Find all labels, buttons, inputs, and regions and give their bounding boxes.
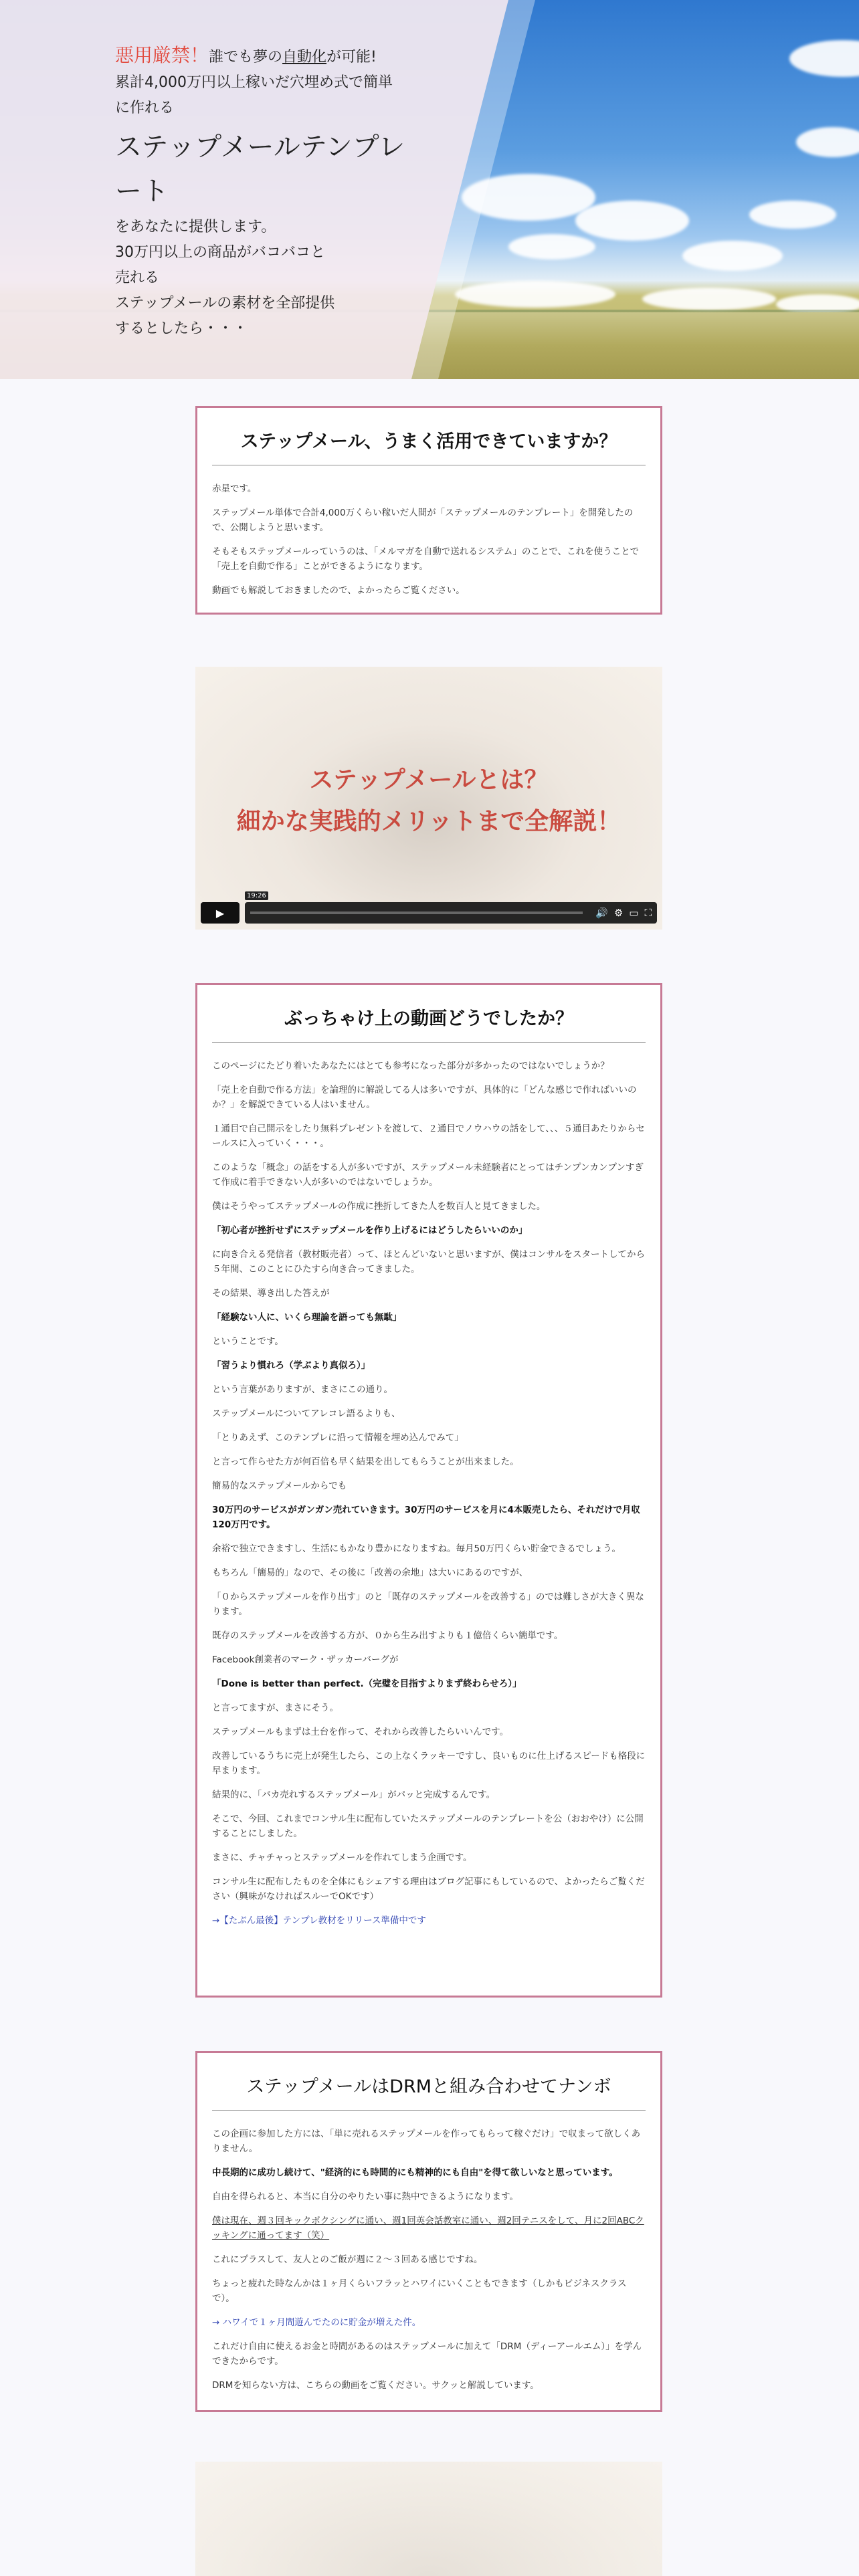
cloud — [575, 201, 689, 241]
reflection-para: と言って作らせた方が何百倍も早く結果を出してもらうことが出来ました。 — [212, 1457, 519, 1467]
video-player-2[interactable] — [195, 2462, 662, 2576]
pip-icon[interactable]: ▭ — [629, 907, 639, 919]
reflection-para: もちろん「簡易的」なので、その後に「改善の余地」は大いにあるのですが、 — [212, 1568, 529, 1578]
reflection-para: ということです。 — [212, 1336, 284, 1347]
reflection-para: そこで、今回、これまでコンサル生に配布していたステップメールのテンプレートを公（おおやけ）に公開することにしました。 — [212, 1814, 644, 1839]
reflection-para: まさに、チャチャっとステップメールを作れてしまう企画です。 — [212, 1852, 472, 1863]
play-button[interactable] — [201, 902, 240, 924]
reflection-para: 余裕で独立できますし、生活にもかなり豊かになりますね。毎月50万円くらい貯金できるでしょう。 — [212, 1543, 622, 1554]
drm-para: 自由を得られると、本当に自分のやりたい事に熱中できるようになります。 — [212, 2191, 518, 2202]
fullscreen-icon[interactable]: ⛶ — [644, 907, 652, 919]
cloud — [796, 127, 859, 157]
volume-icon[interactable]: 🔊 — [595, 907, 608, 919]
intro-para: 動画でも解説しておきましたので、よかったらご覧ください。 — [212, 585, 465, 596]
hero-line-7: ステップメールの素材を全部提供 — [115, 295, 335, 312]
cloud — [749, 201, 836, 229]
reflection-para: 簡易的なステップメールからでも — [212, 1481, 347, 1491]
hero-line-2: 累計4,000万円以上稼いだ穴埋め式で簡単 — [115, 74, 393, 91]
reflection-para: という言葉がありますが、まさにこの通り。 — [212, 1384, 393, 1395]
reflection-para: 結果的に、「バカ売れするステップメール」がパッと完成するんです。 — [212, 1790, 496, 1800]
intro-para: そもそもステップメールっていうのは、「メルマガを自動で送れるシステム」のことで、これを使うことで「売上を自動で作る」ことができるようになります。 — [212, 546, 640, 572]
reflection-para: このような「概念」の話をする人が多いですが、ステップメール未経験者にとってはチンプンカンプンすぎて作成に着手できない人が多いのではないでしょうか。 — [212, 1162, 644, 1188]
reflection-para: 「とりあえず、このテンプレに沿って情報を埋め込んでみて」 — [212, 1432, 464, 1443]
drm-para: DRMを知らない方は、こちらの動画をご覧ください。サクッと解説しています。 — [212, 2380, 539, 2391]
cloud — [642, 288, 776, 310]
hero-line-8: するとしたら・・・ — [115, 320, 248, 337]
settings-icon[interactable]: ⚙ — [613, 907, 624, 919]
reflection-para: １通目で自己開示をしたり無料プレゼントを渡して、２通目でノウハウの話をして、、、５通目あたりからセールスに入っていく・・・。 — [212, 1123, 645, 1149]
drm-para: これだけ自由に使えるお金と時間があるのはステップメールに加えて「DRM（ディーアールエム）」を学んできたからです。 — [212, 2341, 642, 2367]
hero-line-6: 売れる — [115, 270, 160, 286]
reflection-para: 既存のステップメールを改善する方が、０から生み出すよりも１億倍くらい簡単です。 — [212, 1630, 563, 1641]
intro-para: 赤星です。 — [212, 484, 257, 494]
reflection-title: ぶっちゃけ上の動画どうでしたか？ — [212, 1000, 646, 1043]
hero-line-5: 30万円以上の商品がバコバコと — [115, 244, 325, 261]
hero-banner — [0, 0, 859, 379]
play-icon: ▶ — [215, 906, 225, 920]
hero-warning: 悪用厳禁！ — [115, 44, 209, 66]
reflection-quote: 「経験ない人に、いくら理論を語っても無駄」 — [212, 1312, 402, 1323]
reflection-para: に向き合える発信者（教材販売者）って、ほとんどいないと思いますが、僕はコンサルをスタートしてから５年間、このことにひたすら向き合ってきました。 — [212, 1249, 646, 1275]
reflection-para: 「売上を自動で作る方法」を論理的に解説してる人は多いですが、具体的に「どんな感じで作ればいいのか？」を解説できている人はいません。 — [212, 1085, 637, 1110]
hero-line-3: に作れる — [115, 100, 175, 116]
video-thumbnail-title: ステップメールとは？ 細かな実践的メリットまで全解説！ — [236, 766, 622, 835]
reflection-para: ステップメールについてアレコレ語るよりも、 — [212, 1408, 401, 1419]
intro-box — [195, 406, 662, 615]
reflection-para: コンサル生に配布したものを全体にもシェアする理由はブログ記事にもしているので、よかったらご覧ください（興味がなければスルーでOKです） — [212, 1876, 645, 1902]
hero-line-1: 悪用厳禁！誰でも夢の自動化が可能! — [115, 44, 377, 66]
reflection-box — [195, 983, 662, 1998]
progress-track[interactable] — [250, 911, 583, 914]
reflection-para: と言ってますが、まさにそう。 — [212, 1703, 339, 1713]
video-duration: 19:26 — [245, 891, 268, 900]
hero-copy — [115, 43, 430, 342]
video-controls — [201, 892, 657, 924]
cloud — [789, 40, 859, 77]
blog-link[interactable]: →【たぶん最後】テンプレ教材をリリース準備中です — [212, 1915, 426, 1926]
video-player[interactable] — [195, 667, 662, 930]
reflection-para: このページにたどり着いたあなたにはとても参考になった部分が多かったのではないでしょうか？ — [212, 1061, 609, 1071]
reflection-para: 「０からステップメールを作り出す」のと「既存のステップメールを改善する」のでは難しさが大きく異なります。 — [212, 1592, 644, 1617]
reflection-para: 改善しているうちに売上が発生したら、この上なくラッキーですし、良いものに仕上げるスピードも格段に早まります。 — [212, 1751, 646, 1776]
hawaii-link[interactable]: → ハワイで１ヶ月間遊んでたのに貯金が増えた件。 — [212, 2317, 421, 2328]
drm-box — [195, 2051, 662, 2412]
drm-title: ステップメールはDRMと組み合わせてナンボ — [212, 2068, 646, 2111]
drm-para: これにプラスして、友人とのご飯が週に２〜３回ある感じですね。 — [212, 2254, 483, 2265]
intro-para: ステップメール単体で合計4,000万くらい稼いだ人間が「ステップメールのテンプレート」を開発したので、公開しようと思います。 — [212, 508, 634, 533]
drm-para: 僕は現在、週３回キックボクシングに通い、週1回英会話教室に通い、週2回テニスをして、月に2回ABCクッキングに通ってます（笑） — [212, 2216, 644, 2241]
cloud — [508, 234, 595, 259]
control-bar — [245, 892, 657, 924]
reflection-quote: 「習うより慣れろ（学ぶより真似ろ）」 — [212, 1360, 371, 1371]
drm-para: この企画に参加した方には、「単に売れるステップメールを作ってもらって稼ぐだけ」で収まって欲しくありません。 — [212, 2129, 641, 2154]
cloud — [682, 241, 783, 271]
reflection-para: 僕はそうやってステップメールの作成に挫折してきた人を数百人と見てきました。 — [212, 1201, 546, 1212]
hero-headline: ステップメールテンプレ ート — [115, 132, 405, 207]
reflection-para: Facebook創業者のマーク・ザッカーバーグが — [212, 1654, 399, 1665]
reflection-highlight: 30万円のサービスがガンガン売れていきます。30万円のサービスを月に4本販売したら、それだけで月収120万円です。 — [212, 1505, 640, 1530]
drm-para: ちょっと疲れた時なんかは１ヶ月くらいフラッとハワイにいくこともできます（しかもビジネスクラスで）。 — [212, 2278, 627, 2304]
reflection-para: ステップメールもまずは土台を作って、それから改善したらいいんです。 — [212, 1727, 509, 1737]
reflection-quote: 「初心者が挫折せずにステップメールを作り上げるにはどうしたらいいのか」 — [212, 1225, 528, 1236]
reflection-para: その結果、導き出した答えが — [212, 1288, 330, 1299]
hero-line-4: をあなたに提供します。 — [115, 219, 276, 235]
intro-title: ステップメール、うまく活用できていますか？ — [212, 423, 646, 465]
cloud — [455, 281, 615, 308]
reflection-quote: 「Done is better than perfect.（完璧を目指すよりまず終わらせろ）」 — [212, 1679, 522, 1689]
drm-highlight: 中長期的に成功し続けて、"経済的にも時間的にも精神的にも自由"を得て欲しいなと思っています。 — [212, 2167, 618, 2178]
